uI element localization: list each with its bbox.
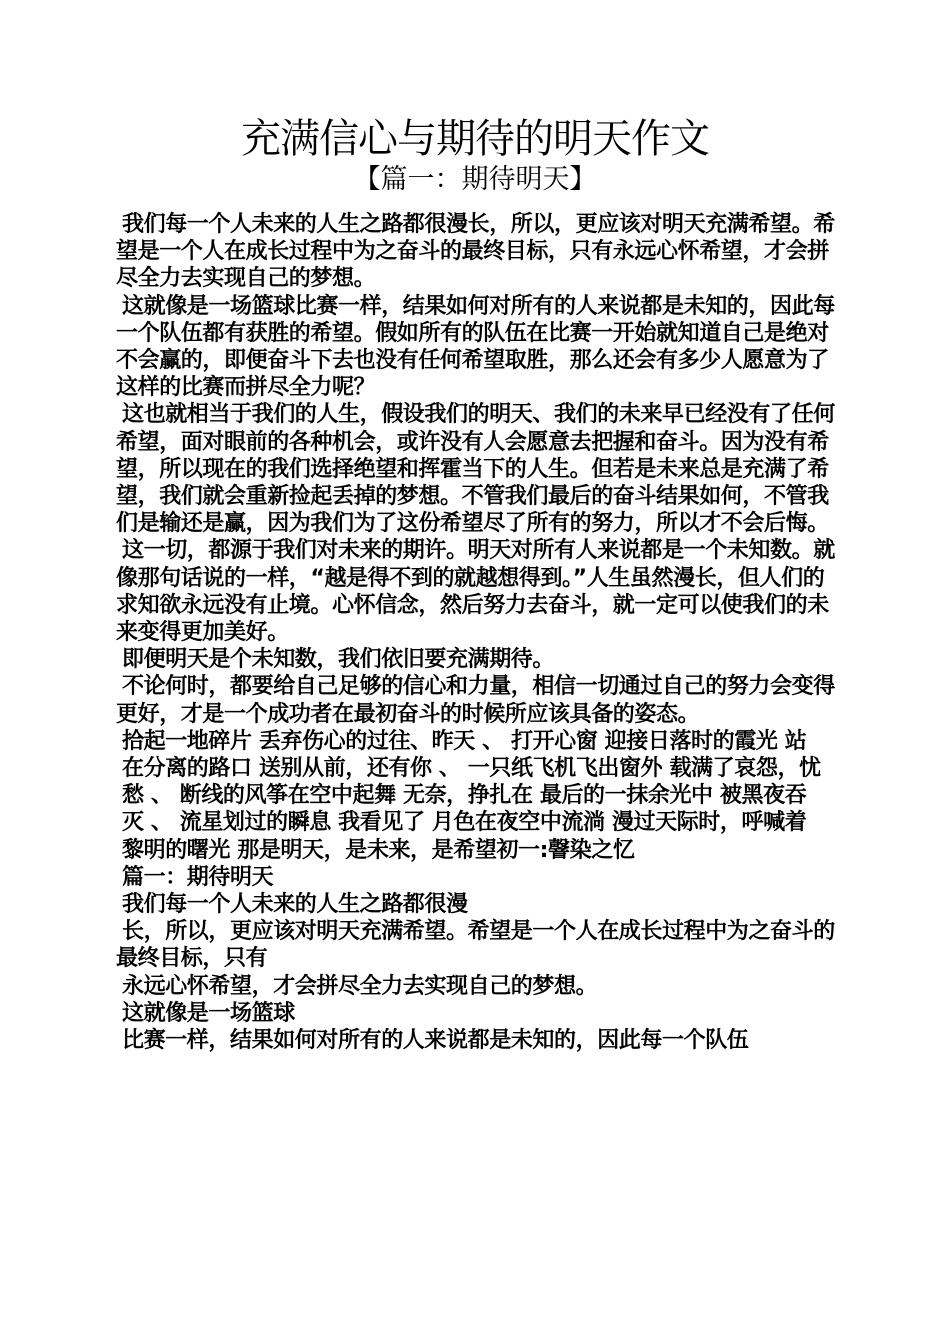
- paragraph: 比赛一样，结果如何对所有的人来说都是未知的，因此每一个队伍: [122, 1028, 749, 1054]
- paragraph: 这也就相当于我们的人生，假设我们的明天、我们的未来早已经没有了任何希望，面对眼前的各种机会，或许没有人会愿意去把握和奋斗。因为没有希望，所以现在的我们选择绝望和挥霍当下的人生。但若是未来总是充满了希望，我们就会重新捡起丢掉的梦想。不管我们最后的奋斗结果如何，不管我们是输还是赢，因为我们为了这份希望尽了所有的努力，所以才不会后悔。: [116, 402, 835, 537]
- paragraph: 这就像是一场篮球比赛一样，结果如何对所有的人来说都是未知的，因此每一个队伍都有获胜的希望。假如所有的队伍在比赛一开始就知道自己是绝对不会赢的，即便奋斗下去也没有任何希望取胜，那么还会有多少人愿意为了这样的比赛而拼尽全力呢？: [116, 293, 835, 401]
- paragraph: 这就像是一场篮球: [122, 1000, 295, 1026]
- poem-line: 灭 、 流星划过的瞬息 我看见了 月色在夜空中流淌 漫过天际时，呼喊着: [122, 810, 807, 836]
- paragraph: 我们每一个人未来的人生之路都很漫长，所以，更应该对明天充满希望。希望是一个人在成长过程中为之奋斗的最终目标，只有永远心怀希望，才会拼尽全力去实现自己的梦想。: [116, 212, 835, 292]
- poem-line: 黎明的曙光 那是明天，是未来，是希望初一:韾染之忆: [122, 837, 635, 863]
- poem-line: 在分离的路口 送别从前，还有你 、 一只纸飞机飞出窗外 载满了哀怨，忧: [122, 756, 821, 782]
- paragraph: 永远心怀希望，才会拼尽全力去实现自己的梦想。: [122, 973, 598, 999]
- section-heading: 篇一：期待明天: [122, 864, 274, 890]
- poem-line: 愁 、 断线的风筝在空中起舞 无奈，挣扎在 最后的一抹余光中 被黑夜吞: [122, 783, 807, 809]
- paragraph: 即便明天是个未知数，我们依旧要充满期待。: [122, 647, 555, 673]
- document-body: [116, 211, 842, 1054]
- paragraph: 长，所以，更应该对明天充满希望。希望是一个人在成长过程中为之奋斗的最终目标，只有: [116, 919, 835, 972]
- paragraph: 这一切，都源于我们对未来的期许。明天对所有人来说都是一个未知数。就像那句话说的一样，“越是得不到的就越想得到。”人生虽然漫长，但人们的求知欲永远没有止境。心怀信念，然后努力去奋斗，就一定可以使我们的未来变得更加美好。: [116, 538, 835, 646]
- document-title: 充满信心与期待的明天作文: [241, 116, 709, 162]
- paragraph: 我们每一个人未来的人生之路都很漫: [122, 892, 468, 918]
- paragraph: 不论何时，都要给自己足够的信心和力量，相信一切通过自己的努力会变得更好，才是一个成功者在最初奋斗的时候所应该具备的姿态。: [116, 674, 835, 727]
- document-subtitle: 【篇一：期待明天】: [353, 164, 597, 195]
- poem-line: 拾起一地碎片 丢弃伤心的过往、昨天 、 打开心窗 迎接日落时的霞光 站: [122, 728, 807, 754]
